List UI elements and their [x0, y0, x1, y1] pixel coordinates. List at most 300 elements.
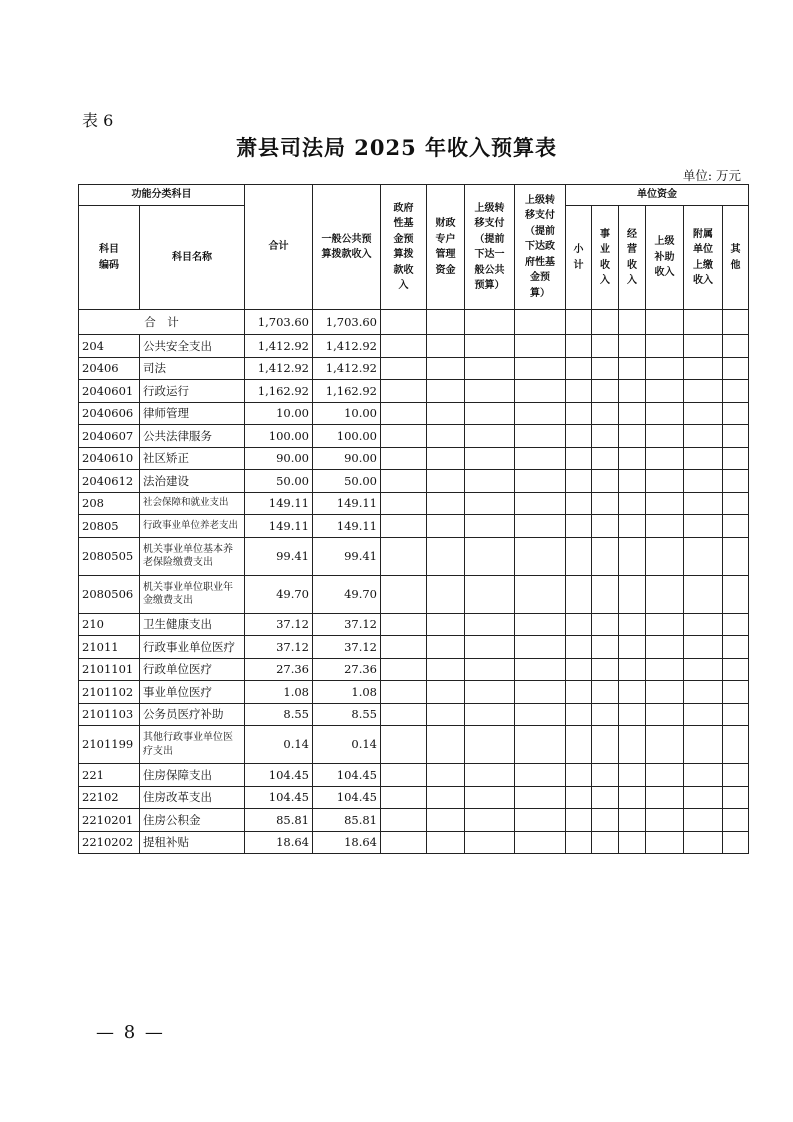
empty-cell [566, 537, 592, 575]
empty-cell [515, 809, 566, 832]
empty-cell [684, 658, 723, 681]
empty-cell [427, 335, 465, 358]
row-general-budget: 104.45 [313, 764, 381, 787]
empty-cell [465, 726, 515, 764]
empty-cell [381, 492, 427, 515]
header-fiscal-special: 财政 专户 管理 资金 [427, 185, 465, 310]
empty-cell [465, 786, 515, 809]
empty-cell [684, 764, 723, 787]
empty-cell [723, 515, 749, 538]
empty-cell [619, 447, 646, 470]
empty-cell [427, 658, 465, 681]
empty-cell [515, 402, 566, 425]
empty-cell [566, 470, 592, 493]
empty-cell [684, 809, 723, 832]
row-code: 2040612 [79, 470, 140, 493]
table-body [79, 310, 749, 854]
empty-cell [566, 357, 592, 380]
row-general-budget: 1.08 [313, 681, 381, 704]
table-row [79, 726, 749, 764]
row-code: 221 [79, 764, 140, 787]
empty-cell [723, 636, 749, 659]
empty-cell [381, 335, 427, 358]
empty-cell [646, 537, 684, 575]
empty-cell [619, 380, 646, 403]
row-code: 2080505 [79, 537, 140, 575]
row-general-budget: 1,412.92 [313, 357, 381, 380]
table-row [79, 402, 749, 425]
empty-cell [723, 809, 749, 832]
header-function-classification: 功能分类科目 [79, 185, 245, 206]
empty-cell [427, 613, 465, 636]
empty-cell [515, 764, 566, 787]
empty-cell [566, 703, 592, 726]
empty-cell [427, 809, 465, 832]
empty-cell [619, 809, 646, 832]
empty-cell [515, 726, 566, 764]
row-name: 法治建设 [140, 470, 245, 493]
empty-cell [592, 470, 619, 493]
empty-cell [684, 636, 723, 659]
empty-cell [381, 575, 427, 613]
row-name: 公共法律服务 [140, 425, 245, 448]
empty-cell [684, 831, 723, 854]
empty-cell [619, 786, 646, 809]
table-row [79, 764, 749, 787]
row-name: 公务员医疗补助 [140, 703, 245, 726]
unit-label: 单位: 万元 [682, 168, 741, 183]
empty-cell [465, 515, 515, 538]
empty-cell [465, 636, 515, 659]
empty-cell [619, 703, 646, 726]
table-row [79, 492, 749, 515]
empty-cell [646, 809, 684, 832]
empty-cell [427, 831, 465, 854]
empty-cell [427, 357, 465, 380]
empty-cell [515, 831, 566, 854]
empty-cell [566, 335, 592, 358]
empty-cell [619, 537, 646, 575]
empty-cell [465, 357, 515, 380]
row-name: 社区矫正 [140, 447, 245, 470]
empty-cell [427, 447, 465, 470]
empty-cell [427, 515, 465, 538]
row-general-budget: 8.55 [313, 703, 381, 726]
empty-cell [566, 515, 592, 538]
row-general-budget: 0.14 [313, 726, 381, 764]
empty-cell [465, 470, 515, 493]
table-row [79, 447, 749, 470]
empty-cell [592, 425, 619, 448]
empty-cell [566, 809, 592, 832]
empty-cell [723, 831, 749, 854]
empty-cell [619, 335, 646, 358]
row-total: 18.64 [245, 831, 313, 854]
total-label: 合 计 [79, 310, 245, 335]
empty-cell [684, 786, 723, 809]
table-row [79, 537, 749, 575]
row-general-budget: 99.41 [313, 537, 381, 575]
row-code: 2101101 [79, 658, 140, 681]
row-name: 住房公积金 [140, 809, 245, 832]
empty-cell [684, 335, 723, 358]
row-name: 住房改革支出 [140, 786, 245, 809]
empty-cell [381, 831, 427, 854]
row-code: 21011 [79, 636, 140, 659]
table-row [79, 809, 749, 832]
row-name: 公共安全支出 [140, 335, 245, 358]
empty-cell [619, 764, 646, 787]
header-total: 合计 [245, 185, 313, 310]
empty-cell [427, 575, 465, 613]
empty-cell [619, 636, 646, 659]
row-general-budget: 18.64 [313, 831, 381, 854]
row-code: 2210202 [79, 831, 140, 854]
empty-cell [619, 613, 646, 636]
empty-cell [465, 681, 515, 704]
empty-cell [646, 575, 684, 613]
row-total: 1,162.92 [245, 380, 313, 403]
table-row [79, 380, 749, 403]
empty-cell [723, 335, 749, 358]
empty-cell [515, 357, 566, 380]
empty-cell [684, 492, 723, 515]
row-total: 149.11 [245, 492, 313, 515]
empty-cell [465, 613, 515, 636]
empty-cell [465, 402, 515, 425]
empty-cell [566, 447, 592, 470]
empty-cell [566, 726, 592, 764]
empty-cell [592, 786, 619, 809]
empty-cell [723, 613, 749, 636]
table-row [79, 575, 749, 613]
empty-cell [381, 636, 427, 659]
empty-cell [619, 575, 646, 613]
row-general-budget: 10.00 [313, 402, 381, 425]
row-general-budget: 85.81 [313, 809, 381, 832]
empty-cell [619, 402, 646, 425]
empty-cell [684, 515, 723, 538]
table-row [79, 613, 749, 636]
empty-cell [427, 636, 465, 659]
empty-cell [684, 613, 723, 636]
empty-cell [427, 726, 465, 764]
empty-cell [684, 681, 723, 704]
empty-cell [723, 537, 749, 575]
row-total: 8.55 [245, 703, 313, 726]
row-total: 99.41 [245, 537, 313, 575]
empty-cell [427, 492, 465, 515]
row-code: 2040610 [79, 447, 140, 470]
empty-cell [427, 402, 465, 425]
row-total: 49.70 [245, 575, 313, 613]
header-operating-income: 经 营 收 入 [619, 206, 646, 310]
empty-cell [592, 537, 619, 575]
header-code: 科目 编码 [79, 206, 140, 310]
empty-cell [646, 703, 684, 726]
empty-cell [566, 831, 592, 854]
empty-cell [465, 831, 515, 854]
empty-cell [684, 402, 723, 425]
empty-cell [465, 447, 515, 470]
empty-cell [723, 402, 749, 425]
row-code: 2101103 [79, 703, 140, 726]
empty-cell [646, 786, 684, 809]
empty-cell [684, 703, 723, 726]
empty-cell [619, 425, 646, 448]
empty-cell [592, 447, 619, 470]
row-name: 律师管理 [140, 402, 245, 425]
empty-cell [684, 425, 723, 448]
empty-cell [592, 681, 619, 704]
empty-cell [381, 357, 427, 380]
empty-cell [592, 703, 619, 726]
page-number: — 8 — [96, 1022, 165, 1043]
empty-cell [427, 470, 465, 493]
empty-cell [646, 681, 684, 704]
empty-cell [381, 726, 427, 764]
empty-cell [566, 492, 592, 515]
empty-cell [465, 537, 515, 575]
empty-cell [381, 786, 427, 809]
header-general-budget: 一般公共预 算拨款收入 [313, 185, 381, 310]
row-code: 2080506 [79, 575, 140, 613]
empty-cell [465, 380, 515, 403]
empty-cell [723, 357, 749, 380]
empty-cell [723, 425, 749, 448]
empty-cell [592, 726, 619, 764]
header-subtotal: 小 计 [566, 206, 592, 310]
total-row [79, 310, 749, 335]
row-total: 1.08 [245, 681, 313, 704]
table-row [79, 703, 749, 726]
empty-cell [566, 425, 592, 448]
row-total: 85.81 [245, 809, 313, 832]
table-label: 表 6 [82, 111, 114, 130]
empty-cell [566, 764, 592, 787]
empty-cell [592, 613, 619, 636]
row-name: 行政事业单位养老支出 [140, 515, 245, 538]
empty-cell [515, 658, 566, 681]
empty-cell [646, 447, 684, 470]
header-unit-funds: 单位资金 [566, 185, 749, 206]
empty-cell [427, 425, 465, 448]
empty-cell [723, 575, 749, 613]
table-row [79, 831, 749, 854]
empty-cell [723, 703, 749, 726]
empty-cell [381, 380, 427, 403]
empty-cell [646, 636, 684, 659]
empty-cell [684, 537, 723, 575]
empty-cell [619, 831, 646, 854]
empty-cell [465, 764, 515, 787]
empty-cell [592, 764, 619, 787]
empty-cell [381, 681, 427, 704]
empty-cell [427, 703, 465, 726]
row-name: 事业单位医疗 [140, 681, 245, 704]
row-code: 20406 [79, 357, 140, 380]
empty-cell [684, 726, 723, 764]
table-row [79, 357, 749, 380]
empty-cell [427, 764, 465, 787]
empty-cell [381, 658, 427, 681]
empty-cell [619, 470, 646, 493]
empty-cell [646, 425, 684, 448]
table-row [79, 515, 749, 538]
row-code: 210 [79, 613, 140, 636]
empty-cell [515, 515, 566, 538]
row-name: 其他行政事业单位医疗支出 [140, 726, 245, 764]
empty-cell [723, 447, 749, 470]
empty-cell [592, 575, 619, 613]
empty-cell [515, 575, 566, 613]
empty-cell [465, 809, 515, 832]
empty-cell [515, 786, 566, 809]
row-code: 2210201 [79, 809, 140, 832]
empty-cell [381, 515, 427, 538]
empty-cell [646, 402, 684, 425]
row-code: 20805 [79, 515, 140, 538]
empty-cell [381, 447, 427, 470]
row-name: 卫生健康支出 [140, 613, 245, 636]
empty-cell [646, 380, 684, 403]
empty-cell [619, 681, 646, 704]
row-general-budget: 149.11 [313, 515, 381, 538]
empty-cell [427, 786, 465, 809]
empty-cell [592, 636, 619, 659]
empty-cell [723, 681, 749, 704]
empty-cell [646, 613, 684, 636]
empty-cell [381, 809, 427, 832]
empty-cell [592, 658, 619, 681]
row-code: 22102 [79, 786, 140, 809]
row-total: 50.00 [245, 470, 313, 493]
empty-cell [515, 447, 566, 470]
empty-cell [684, 447, 723, 470]
total-amount: 1,703.60 [245, 310, 313, 335]
header-superior-subsidy: 上级 补助 收入 [646, 206, 684, 310]
empty-cell [381, 764, 427, 787]
empty-cell [592, 402, 619, 425]
row-name: 行政事业单位医疗 [140, 636, 245, 659]
row-total: 104.45 [245, 764, 313, 787]
empty-cell [684, 470, 723, 493]
empty-cell [723, 470, 749, 493]
empty-cell [465, 335, 515, 358]
row-total: 90.00 [245, 447, 313, 470]
empty-cell [723, 764, 749, 787]
empty-cell [515, 681, 566, 704]
empty-cell [592, 492, 619, 515]
empty-cell [592, 809, 619, 832]
row-name: 住房保障支出 [140, 764, 245, 787]
empty-cell [465, 658, 515, 681]
empty-cell [381, 613, 427, 636]
row-code: 2040607 [79, 425, 140, 448]
row-general-budget: 49.70 [313, 575, 381, 613]
empty-cell [566, 681, 592, 704]
row-code: 2101102 [79, 681, 140, 704]
document-title: 萧县司法局 2025 年收入预算表 [235, 135, 558, 160]
empty-cell [465, 703, 515, 726]
empty-cell [646, 764, 684, 787]
empty-cell [646, 831, 684, 854]
row-name: 机关事业单位基本养老保险缴费支出 [140, 537, 245, 575]
empty-cell [515, 703, 566, 726]
row-total: 27.36 [245, 658, 313, 681]
empty-cell [427, 380, 465, 403]
table-row [79, 470, 749, 493]
row-general-budget: 90.00 [313, 447, 381, 470]
empty-cell [427, 537, 465, 575]
empty-cell [465, 425, 515, 448]
row-name: 司法 [140, 357, 245, 380]
total-general-amount: 1,703.60 [313, 310, 381, 335]
row-code: 2101199 [79, 726, 140, 764]
empty-cell [592, 357, 619, 380]
row-general-budget: 37.12 [313, 636, 381, 659]
row-total: 149.11 [245, 515, 313, 538]
row-name: 提租补贴 [140, 831, 245, 854]
row-general-budget: 27.36 [313, 658, 381, 681]
empty-cell [465, 492, 515, 515]
row-name: 社会保障和就业支出 [140, 492, 245, 515]
table-row [79, 335, 749, 358]
row-total: 1,412.92 [245, 335, 313, 358]
row-total: 100.00 [245, 425, 313, 448]
income-budget-table [78, 184, 749, 854]
empty-cell [684, 357, 723, 380]
row-general-budget: 37.12 [313, 613, 381, 636]
empty-cell [646, 726, 684, 764]
table-row [79, 681, 749, 704]
empty-cell [566, 380, 592, 403]
row-code: 204 [79, 335, 140, 358]
empty-cell [515, 380, 566, 403]
empty-cell [515, 470, 566, 493]
header-transfer-general: 上级转 移支付 （提前 下达一 般公共 预算） [465, 185, 515, 310]
empty-cell [619, 357, 646, 380]
header-name: 科目名称 [140, 206, 245, 310]
empty-cell [723, 786, 749, 809]
empty-cell [566, 402, 592, 425]
empty-cell [723, 492, 749, 515]
empty-cell [723, 658, 749, 681]
empty-cell [646, 515, 684, 538]
row-general-budget: 149.11 [313, 492, 381, 515]
row-total: 37.12 [245, 636, 313, 659]
row-total: 1,412.92 [245, 357, 313, 380]
row-general-budget: 50.00 [313, 470, 381, 493]
row-total: 0.14 [245, 726, 313, 764]
empty-cell [592, 380, 619, 403]
empty-cell [381, 402, 427, 425]
empty-cell [381, 537, 427, 575]
row-name: 行政单位医疗 [140, 658, 245, 681]
empty-cell [515, 613, 566, 636]
table-row [79, 636, 749, 659]
empty-cell [566, 613, 592, 636]
table-row [79, 786, 749, 809]
empty-cell [646, 357, 684, 380]
empty-cell [619, 492, 646, 515]
empty-cell [381, 470, 427, 493]
empty-cell [684, 380, 723, 403]
header-gov-fund: 政府 性基 金预 算拨 款收 入 [381, 185, 427, 310]
row-general-budget: 100.00 [313, 425, 381, 448]
row-name: 行政运行 [140, 380, 245, 403]
empty-cell [723, 726, 749, 764]
